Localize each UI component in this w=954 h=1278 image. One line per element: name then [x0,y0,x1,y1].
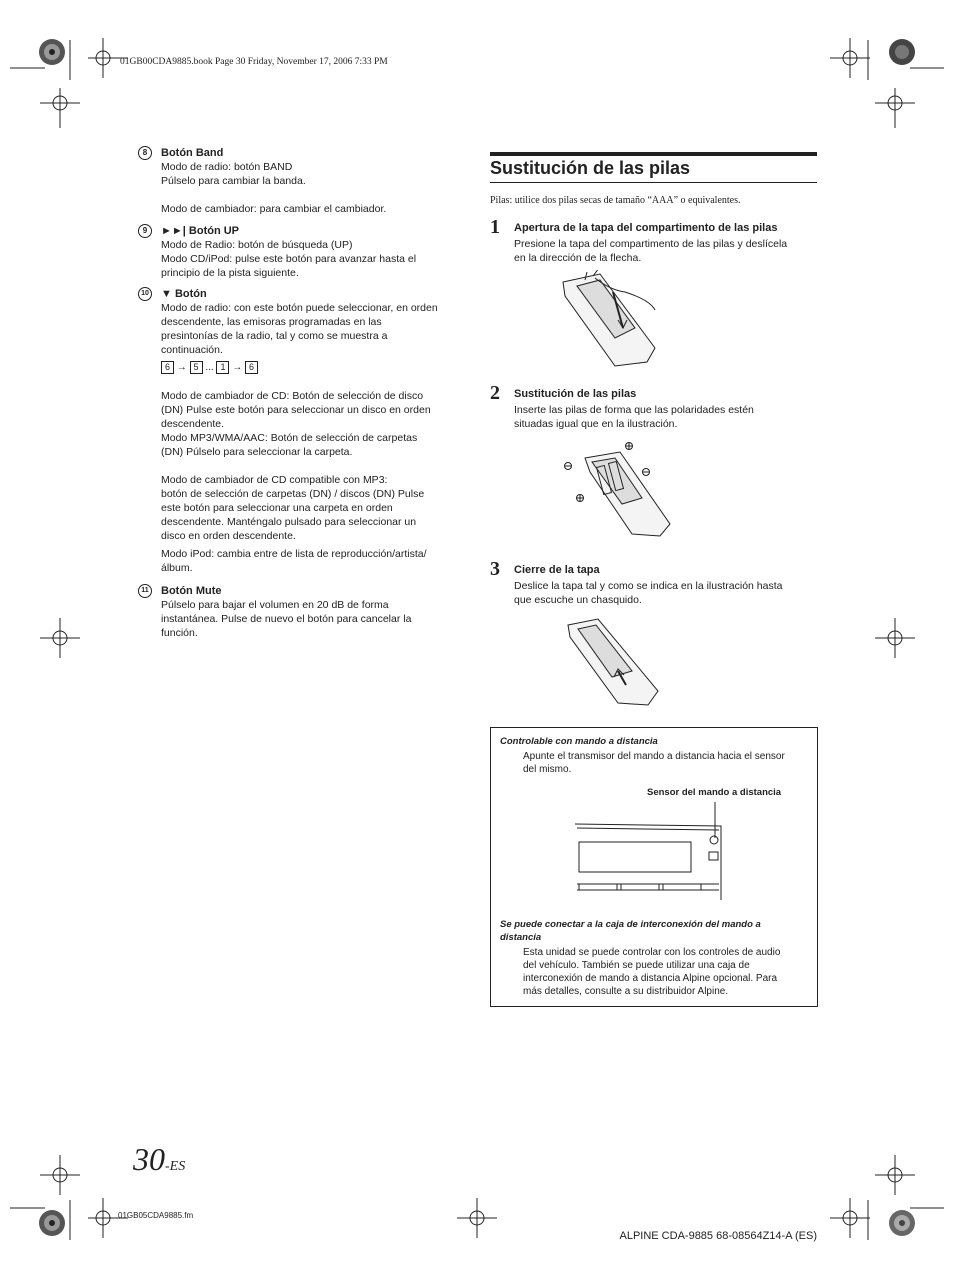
item-line: Modo de Radio: botón de búsqueda (UP) [161,239,353,251]
down-triangle-icon: ▼ [161,288,172,300]
item-line: Modo de cambiador de CD: Botón de selección de disco [161,390,424,402]
box-title: Controlable con mando a distancia [500,736,658,747]
page-number [133,1141,185,1178]
item-number: 11 [138,584,152,598]
preset-number: 6 [161,361,174,374]
info-box [490,727,818,1007]
item-up-button [138,224,468,280]
footer-file: 01GB05CDA9885.fm [118,1211,194,1220]
step-number: 2 [490,382,500,404]
section-title: Sustitución de las pilas [490,158,691,178]
item-line: Púlselo para bajar el volumen en 20 dB de forma [161,599,389,611]
preset-number: 6 [245,361,258,374]
box-line: interconexión de mando a distancia Alpine opcional. Para [523,973,778,984]
item-line: Púlselo para cambiar la banda. [161,175,306,187]
item-title: Botón UP [188,225,240,237]
item-line: principio de la pista siguiente. [161,267,299,279]
crosshair-mark [40,88,80,128]
file-header: 01GB00CDA9885.book Page 30 Friday, November 17, 2006 7:33 PM [120,57,388,67]
step-line: que escuche un chasquido. [514,594,642,606]
item-line: disco en orden descendente. [161,530,296,542]
crosshair-mark [875,1155,915,1195]
box-line: del mismo. [523,764,572,775]
item-title: Botón [174,288,207,300]
item-line: Modo MP3/WMA/AAC: Botón de selección de carpetas [161,432,418,444]
section-rule [490,182,817,183]
preset-sequence: 6 → 5 ... 1 → 6 [161,361,468,375]
item-band-button [138,146,468,216]
color-wheel-mark [889,1210,915,1236]
item-line: este botón para seleccionar una carpeta en orden [161,502,393,514]
intro-text: Pilas: utilice dos pilas secas de tamaño “AAA” o equivalentes. [490,195,741,206]
box-line: Apunte el transmisor del mando a distancia hacia el sensor [523,751,785,762]
sensor-label: Sensor del mando a distancia [647,787,782,798]
crosshair-mark [875,88,915,128]
item-line: (DN) Púlselo para seleccionar la carpeta. [161,446,353,458]
color-wheel-mark [889,39,915,65]
crosshair-mark [830,1198,870,1238]
crosshair-mark [830,38,870,78]
step-line: Deslice la tapa tal y como se indica en la ilustración hasta [514,580,783,592]
step-number: 1 [490,216,500,238]
item-line: Modo de radio: con este botón puede seleccionar, en orden [161,302,438,314]
item-line: descendente. [161,418,225,430]
box-line: Esta unidad se puede controlar con los controles de audio [523,947,781,958]
item-title: Botón Mute [161,585,222,597]
step-number: 3 [490,558,500,580]
step-body [514,237,819,265]
head-unit-illustration [575,800,725,900]
crosshair-mark [40,618,80,658]
footer-model: ALPINE CDA-9885 68-08564Z14-A (ES) [619,1230,817,1242]
item-line: descendente, las emisoras programadas en las [161,316,382,328]
item-line: continuación. [161,344,223,356]
preset-number: 1 [216,361,229,374]
color-wheel-mark [39,1210,65,1236]
step-line: en la dirección de la flecha. [514,252,642,264]
section-bar [490,152,817,156]
item-number: 8 [138,146,152,160]
item-number: 9 [138,224,152,238]
step-title: Apertura de la tapa del compartimento de las pilas [514,222,778,234]
item-down-button [138,287,468,575]
box-title: distancia [500,932,542,943]
item-line: Modo de cambiador de CD compatible con MP3: [161,474,388,486]
preset-number: 5 [190,361,203,374]
remote-batteries-illustration [560,438,675,538]
item-mute-button [138,584,468,640]
remote-close-cover-illustration [560,615,670,710]
item-line: instantánea. Pulse de nuevo el botón para cancelar la [161,613,412,625]
step-title: Cierre de la tapa [514,564,600,576]
step-body [514,403,819,431]
item-number: 10 [138,287,152,301]
item-line: función. [161,627,198,639]
crosshair-mark [40,1155,80,1195]
page-suffix: -ES [165,1159,186,1174]
remote-open-cover-illustration [555,270,665,370]
item-line: botón de selección de carpetas (DN) / discos (DN) Pulse [161,488,425,500]
crosshair-mark [875,618,915,658]
crosshair-mark [457,1198,497,1238]
item-line: Modo de cambiador: para cambiar el cambiador. [161,203,387,215]
box-line: del vehículo. También se puede utilizar una caja de [523,960,750,971]
step-line: Presione la tapa del compartimento de las pilas y deslícela [514,238,788,250]
item-line: álbum. [161,562,193,574]
step-line: Inserte las pilas de forma que las polaridades estén [514,404,754,416]
item-line: Modo de radio: botón BAND [161,161,293,173]
page-number-value: 30 [133,1141,165,1177]
item-line: presintonías de la radio, tal y como se muestra a [161,330,388,342]
step-title: Sustitución de las pilas [514,388,637,400]
color-wheel-mark [39,39,65,65]
item-line: descendente. Manténgalo pulsado para seleccionar un [161,516,417,528]
item-line: Modo iPod: cambia entre de lista de reproducción/artista/ [161,548,427,560]
box-body [523,946,808,998]
box-line: más detalles, consulte a su distribuidor Alpine. [523,986,729,997]
item-line: Modo CD/iPod: pulse este botón para avanzar hasta el [161,253,417,265]
item-title: Botón Band [161,147,224,159]
skip-forward-icon: ►►| [161,225,186,237]
step-line: situadas igual que en la ilustración. [514,418,678,430]
box-title: Se puede conectar a la caja de interconexión del mando a [500,919,761,930]
box-body [523,750,808,776]
step-body [514,579,819,607]
item-line: (DN) Pulse este botón para seleccionar un disco en orden [161,404,431,416]
